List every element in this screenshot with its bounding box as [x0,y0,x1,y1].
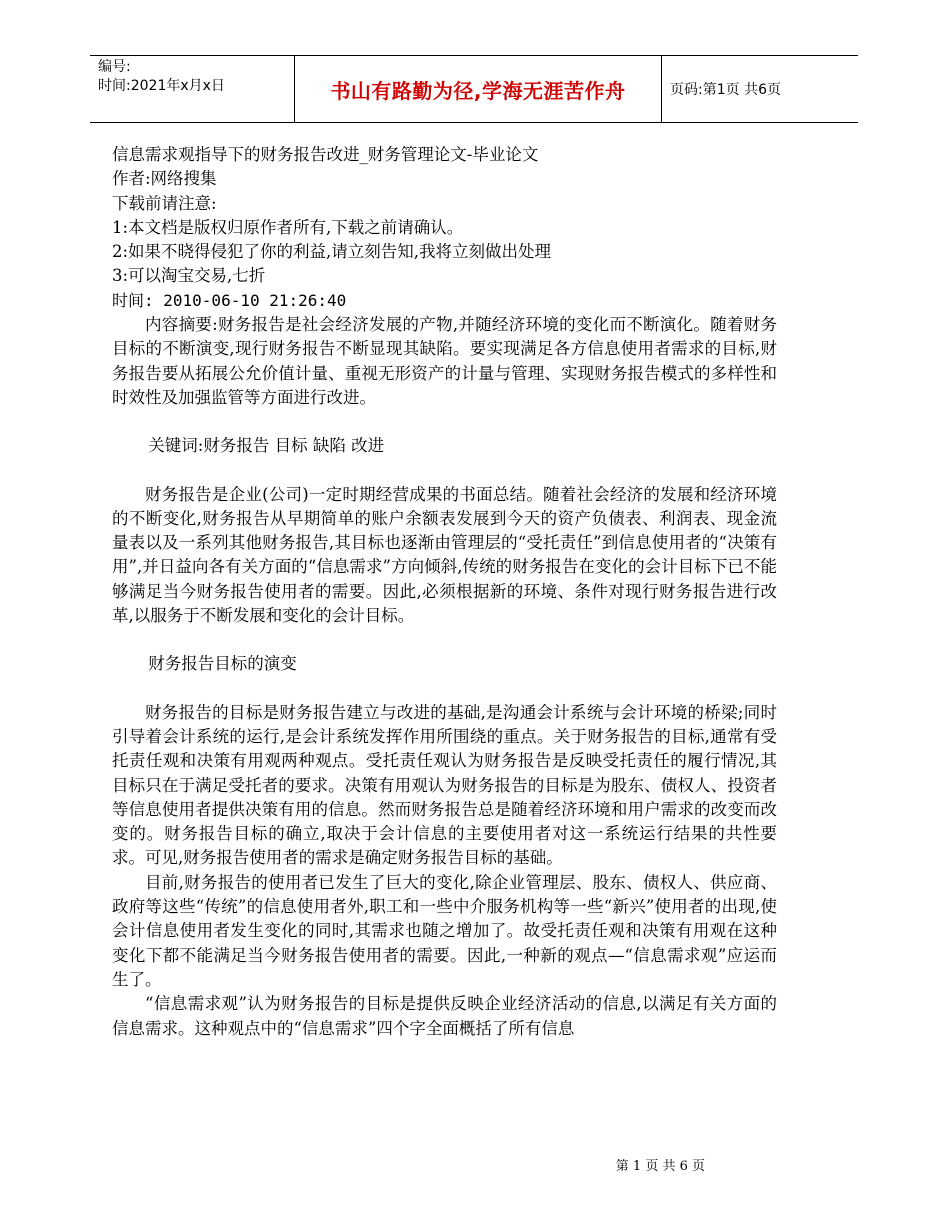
header-date-label: 时间:2021年x月x日 [98,78,225,94]
spacer [112,628,777,652]
footer-page-number: 第 1 页 共 6 页 [615,1159,705,1174]
spacer [112,410,777,434]
notice-heading: 下载前请注意: [112,193,217,213]
document-author: 作者:网络搜集 [112,169,217,189]
header-motto: 书山有路勤为径,学海无涯苦作舟 [294,56,662,122]
keywords-line: 关键词:财务报告 目标 缺陷 改进 [148,436,385,456]
header-page-info: 页码:第1页 共6页 [670,82,781,98]
spacer [112,677,777,701]
header-number-label: 编号: [98,59,131,75]
header-meta [90,56,294,122]
notice-item-3: 3:可以淘宝交易,七折 [112,266,266,286]
document-body [112,143,777,1041]
abstract-paragraph: 内容摘要:财务报告是社会经济发展的产物,并随经济环境的变化而不断演化。随着财务目标的不断演变,现行财务报告不断显现其缺陷。要实现满足各方信息使用者需求的目标,财务报告要从拓展公允价值计量、重视无形资产的计量与管理、实现财务报告模式的多样性和时效性及加强监管等方面进行改进。 [112,315,777,407]
document-timestamp: 时间: 2010-06-10 21:26:40 [112,290,347,310]
body-paragraph-3: “信息需求观”认为财务报告的目标是提供反映企业经济活动的信息,以满足有关方面的信息需求。这种观点中的“信息需求”四个字全面概括了所有信息 [112,994,777,1038]
spacer [112,459,777,483]
page-header [90,55,858,123]
notice-item-1: 1:本文档是版权归原作者所有,下载之前请确认。 [112,217,464,237]
intro-paragraph: 财务报告是企业(公司)一定时期经营成果的书面总结。随着社会经济的发展和经济环境的不断变化,财务报告从早期简单的账户余额表发展到今天的资产负债表、利润表、现金流量表以及一系列其他财务报告,其目标也逐渐由管理层的“受托责任”到信息使用者的“决策有用”,并日益向各有关方面的“信息需求”方向倾斜,传统的财务报告在变化的会计目标下已不能够满足当今财务报告使用者的需要。因此,必须根据新的环境、条件对现行财务报告进行改革,以服务于不断发展和变化的会计目标。 [112,484,777,626]
notice-item-2: 2:如果不晓得侵犯了你的利益,请立刻告知,我将立刻做出处理 [112,242,552,262]
page-footer [0,1155,950,1174]
document-title: 信息需求观指导下的财务报告改进_财务管理论文-毕业论文 [112,145,539,164]
section-heading: 财务报告目标的演变 [148,654,297,674]
body-paragraph-1: 财务报告的目标是财务报告建立与改进的基础,是沟通会计系统与会计环境的桥梁;同时引导着会计系统的运行,是会计系统发挥作用所围绕的重点。关于财务报告的目标,通常有受托责任观和决策有用观两种观点。受托责任观认为财务报告是反映受托责任的履行情况,其目标只在于满足受托者的要求。决策有用观认为财务报告的目标是为股东、债权人、投资者等信息使用者提供决策有用的信息。然而财务报告总是随着经济环境和用户需求的改变而改变的。财务报告目标的确立,取决于会计信息的主要使用者对这一系统运行结果的共性要求。可见,财务报告使用者的需求是确定财务报告目标的基础。 [112,702,777,868]
body-paragraph-2: 目前,财务报告的使用者已发生了巨大的变化,除企业管理层、股东、债权人、供应商、政府等这些“传统”的信息使用者外,职工和一些中介服务机构等一些“新兴”使用者的出现,使会计信息使用者发生变化的同时,其需求也随之增加了。故受托责任观和决策有用观在这种变化下都不能满足当今财务报告使用者的需要。因此,一种新的观点—“信息需求观”应运而生了。 [112,872,777,989]
